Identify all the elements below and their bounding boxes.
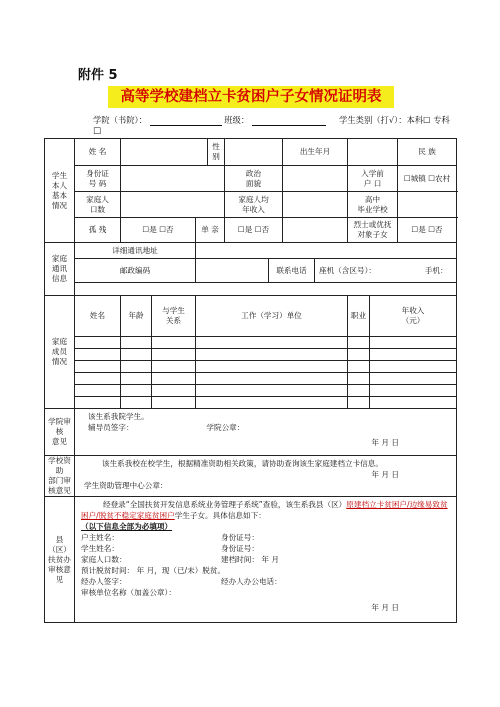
birth-cell[interactable]	[348, 139, 398, 166]
high-school-label: 高中 毕业学校	[348, 192, 398, 218]
birth-label: 出生年月	[283, 139, 348, 166]
handler-row	[81, 576, 455, 587]
student-type-label: 学生类别（打√）：本科☐ 专科	[339, 115, 450, 125]
family-member-row	[45, 361, 457, 373]
orphan-label: 孤 残	[75, 218, 121, 243]
martyr-label: 烈士或优抚 对象子女	[348, 218, 398, 243]
blank-cell	[283, 218, 348, 243]
college-review-date: 年 月 日	[371, 438, 400, 447]
household-size-cell[interactable]	[121, 192, 225, 218]
gender-cell[interactable]	[225, 139, 283, 166]
student-row	[81, 543, 455, 554]
family-member-row	[45, 397, 457, 409]
college-review-statement: 该生系我院学生。	[88, 412, 149, 421]
householder-name-label: 户主姓名：	[81, 533, 119, 542]
county-review-side-label: 县（区） 扶贫办 审核意见	[45, 497, 75, 623]
household-size-label: 家庭人 口数	[75, 192, 121, 218]
handler-sign-label: 经办人签字：	[81, 577, 127, 586]
family-col-name: 姓名	[75, 296, 121, 337]
hukou-checkboxes[interactable]: ☐城镇 ☐农村	[398, 166, 457, 192]
college-review-cell[interactable]	[75, 409, 457, 456]
class-label: 班级：	[224, 115, 250, 125]
gender-label: 性 别	[208, 139, 225, 166]
political-cell[interactable]	[283, 166, 348, 192]
householder-id-label: 身份证号：	[221, 533, 259, 542]
landline-label: 座机（含区号）：	[319, 265, 376, 275]
id-number-cell[interactable]	[121, 166, 225, 192]
family-side-label: 家庭 成员 情况	[45, 296, 75, 409]
id-number-label: 身份证 号 码	[75, 166, 121, 192]
high-school-cell[interactable]	[398, 192, 457, 218]
martyr-checkboxes[interactable]: ☐是 ☐否	[398, 218, 457, 243]
postcode-cell[interactable]	[196, 259, 269, 283]
family-col-work: 工作（学习）单位	[196, 296, 348, 337]
family-member-row	[45, 337, 457, 349]
county-review-statement: 经登录“全国扶贫开发信息系统业务管理子系统”查验，该生系我县（区）原建档立卡贫困户/边缘易致贫困户/脱贫不稳定家庭贫困户学生子女。具体信息如下：	[81, 500, 448, 520]
aid-review-date: 年 月 日	[371, 470, 400, 479]
household-type-highlight: 原建档立卡贫困户/边缘易致贫困户/脱贫不稳定家庭贫困户	[81, 500, 448, 520]
college-label: 学院（书院）：	[93, 115, 147, 125]
county-review-date: 年 月 日	[371, 603, 400, 612]
hukou-label: 入学前 户 口	[348, 166, 398, 192]
student-id-label: 身份证号：	[221, 544, 259, 553]
orphan-checkboxes[interactable]: ☐是 ☐否	[121, 218, 196, 243]
income-per-capita-cell[interactable]	[283, 192, 348, 218]
attachment-label: 附件 5	[78, 68, 118, 83]
college-fill-line[interactable]	[150, 116, 222, 126]
name-label: 姓 名	[75, 139, 121, 166]
family-member-row	[45, 385, 457, 397]
form-table	[44, 138, 457, 623]
document-title: 高等学校建档立卡贫困户子女情况证明表	[108, 86, 394, 108]
required-note: （以下信息全部为必填项）	[81, 522, 173, 531]
counselor-sign-label: 辅导员签字：	[88, 423, 134, 432]
college-review-sign-line	[76, 422, 455, 433]
student-name-label: 学生姓名：	[81, 544, 119, 553]
address-cell[interactable]	[196, 243, 457, 259]
county-review-cell[interactable]	[75, 497, 457, 623]
family-col-income: 年收入 （元）	[370, 296, 457, 337]
address-label: 详细通讯地址	[75, 243, 196, 259]
aid-review-side-label: 学校资助 部门审 核意见	[45, 456, 75, 497]
single-parent-checkboxes[interactable]: ☐是 ☐否	[225, 218, 283, 243]
family-member-row	[45, 349, 457, 361]
class-fill-line[interactable]	[252, 116, 326, 126]
basic-info-side-label: 学生 本人 基本 情况	[45, 139, 75, 243]
contact-side-label: 家庭 通讯 信息	[45, 243, 75, 296]
ethnicity-label: 民 族	[398, 139, 457, 166]
family-col-relation: 与学生 关系	[152, 296, 196, 337]
phone-label: 联系电话	[269, 259, 315, 283]
aid-review-cell[interactable]	[75, 456, 457, 497]
review-unit-label: 审核单位名称（加盖公章）：	[81, 588, 176, 597]
college-review-side-label: 学院审核 意见	[45, 409, 75, 456]
name-cell[interactable]	[121, 139, 208, 166]
college-seal-label: 学院公章：	[206, 423, 245, 432]
political-label: 政治 面貌	[225, 166, 283, 192]
household-size-label-county: 家庭人口数：	[81, 555, 127, 564]
phone-cell[interactable]	[315, 259, 457, 283]
single-parent-label: 单 亲	[196, 218, 225, 243]
postcode-label: 邮政编码	[75, 259, 196, 283]
handler-phone-label: 经办人办公电话：	[221, 577, 282, 586]
family-member-row	[45, 373, 457, 385]
student-type-checkbox[interactable]: ☐	[93, 127, 102, 137]
aid-center-seal-label: 学生资助管理中心公章：	[84, 481, 168, 490]
family-col-age: 年龄	[121, 296, 152, 337]
householder-row	[81, 532, 455, 543]
mobile-label: 手机：	[424, 265, 448, 275]
expected-exit-row: 预计脱贫时间： 年 月，现（已/未）脱贫。	[81, 566, 226, 575]
income-per-capita-label: 家庭人均 年收入	[225, 192, 283, 218]
form-meta-line	[93, 114, 450, 126]
family-col-job: 职业	[348, 296, 370, 337]
aid-review-statement: 该生系我校在校学生，根据精准资助相关政策，请协助查询该生家庭建档立卡信息。	[102, 459, 383, 468]
contact-spacer-row	[75, 283, 457, 296]
household-filing-row	[81, 554, 455, 565]
filing-time-label: 建档时间： 年 月	[221, 555, 279, 564]
